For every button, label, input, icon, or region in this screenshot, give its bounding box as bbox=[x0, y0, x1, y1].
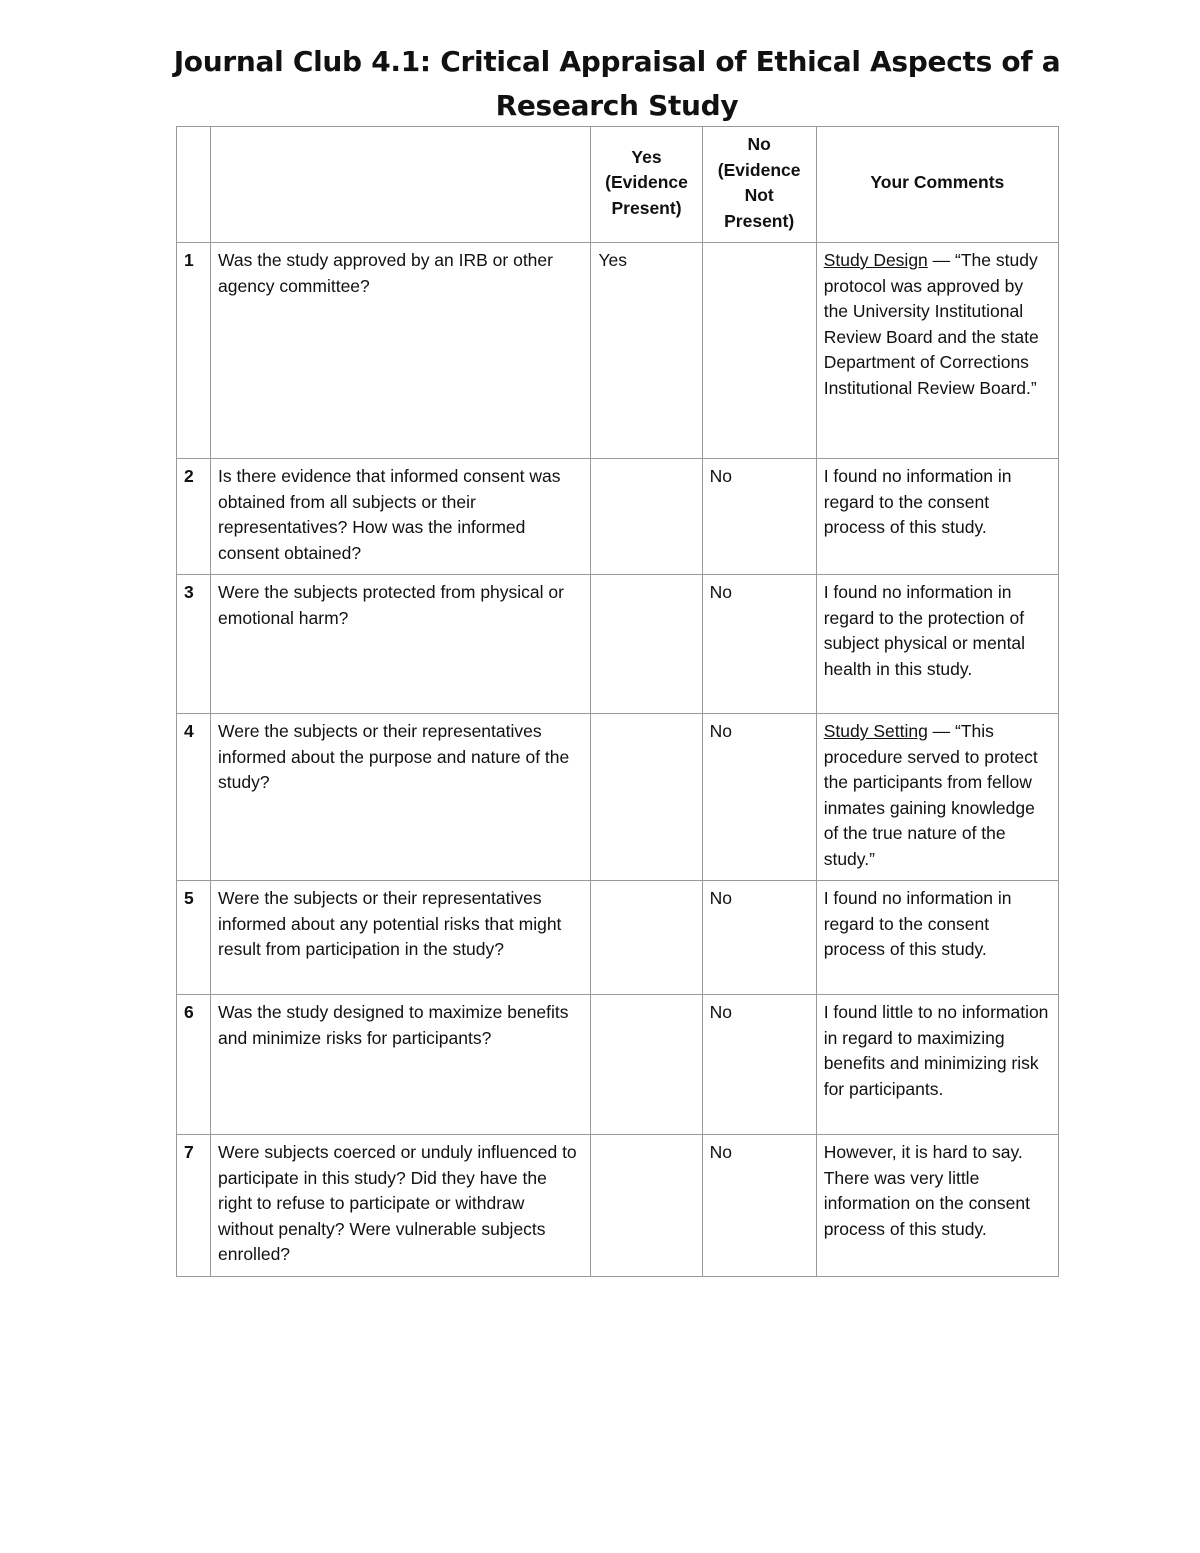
table-row bbox=[177, 881, 1059, 995]
header-yes: Yes (Evidence Present) bbox=[591, 127, 702, 243]
table-row bbox=[177, 995, 1059, 1135]
comment-cell bbox=[816, 243, 1058, 459]
comment-cell bbox=[816, 459, 1058, 575]
table-header-row bbox=[177, 127, 1059, 243]
row-number: 7 bbox=[177, 1135, 211, 1277]
comment-source-label: Study Setting bbox=[823, 721, 928, 741]
table-row bbox=[177, 575, 1059, 714]
comment-cell bbox=[816, 881, 1058, 995]
no-cell bbox=[702, 243, 816, 459]
yes-cell bbox=[591, 714, 702, 881]
comment-text: — “This procedure served to protect the participants from fellow inmates gaining knowledge of the true nature of the study.” bbox=[823, 721, 1038, 869]
comment-text: However, it is hard to say. There was very little information on the consent process of this study. bbox=[823, 1142, 1030, 1239]
yes-cell bbox=[591, 995, 702, 1135]
comment-cell bbox=[816, 575, 1058, 714]
row-number: 3 bbox=[177, 575, 211, 714]
comment-cell bbox=[816, 1135, 1058, 1277]
comment-text: I found no information in regard to the consent process of this study. bbox=[823, 466, 1012, 537]
row-number: 5 bbox=[177, 881, 211, 995]
comment-text: I found no information in regard to the protection of subject physical or mental health in this study. bbox=[823, 582, 1026, 679]
table-row bbox=[177, 459, 1059, 575]
header-question bbox=[211, 127, 591, 243]
header-comments: Your Comments bbox=[816, 127, 1058, 243]
table-row bbox=[177, 1135, 1059, 1277]
no-cell: No bbox=[702, 1135, 816, 1277]
yes-cell: Yes bbox=[591, 243, 702, 459]
comment-source-label: Study Design bbox=[823, 250, 928, 270]
document-title: Journal Club 4.1: Critical Appraisal of Ethical Aspects of a Research Study bbox=[173, 45, 1061, 122]
no-cell: No bbox=[702, 459, 816, 575]
comment-text: I found little to no information in regard to maximizing benefits and minimizing risk for participants. bbox=[823, 1002, 1049, 1099]
comment-cell bbox=[816, 995, 1058, 1135]
yes-cell bbox=[591, 575, 702, 714]
row-number: 1 bbox=[177, 243, 211, 459]
yes-cell bbox=[591, 881, 702, 995]
appraisal-table bbox=[176, 126, 1059, 1277]
no-cell: No bbox=[702, 714, 816, 881]
row-number: 2 bbox=[177, 459, 211, 575]
yes-cell bbox=[591, 459, 702, 575]
no-cell: No bbox=[702, 575, 816, 714]
question-cell: Were the subjects or their representatives informed about the purpose and nature of the study? bbox=[211, 714, 591, 881]
no-cell: No bbox=[702, 995, 816, 1135]
question-cell: Was the study designed to maximize benefits and minimize risks for participants? bbox=[211, 995, 591, 1135]
comment-cell bbox=[816, 714, 1058, 881]
table-row bbox=[177, 243, 1059, 459]
header-no: No (Evidence Not Present) bbox=[702, 127, 816, 243]
no-cell: No bbox=[702, 881, 816, 995]
question-cell: Was the study approved by an IRB or other agency committee? bbox=[211, 243, 591, 459]
question-cell: Is there evidence that informed consent was obtained from all subjects or their representatives? How was the informed consent obtained? bbox=[211, 459, 591, 575]
comment-text: I found no information in regard to the consent process of this study. bbox=[823, 888, 1012, 959]
question-cell: Were the subjects protected from physical or emotional harm? bbox=[211, 575, 591, 714]
row-number: 4 bbox=[177, 714, 211, 881]
row-number: 6 bbox=[177, 995, 211, 1135]
header-number bbox=[177, 127, 211, 243]
question-cell: Were the subjects or their representatives informed about any potential risks that might result from participation in the study? bbox=[211, 881, 591, 995]
question-cell: Were subjects coerced or unduly influenced to participate in this study? Did they have the right to refuse to participate or withdraw without penalty? Were vulnerable subjects enrolled? bbox=[211, 1135, 591, 1277]
table-row bbox=[177, 714, 1059, 881]
comment-text: — “The study protocol was approved by the University Institutional Review Board and the state Department of Corrections Institutional Review Board.” bbox=[823, 250, 1039, 398]
yes-cell bbox=[591, 1135, 702, 1277]
